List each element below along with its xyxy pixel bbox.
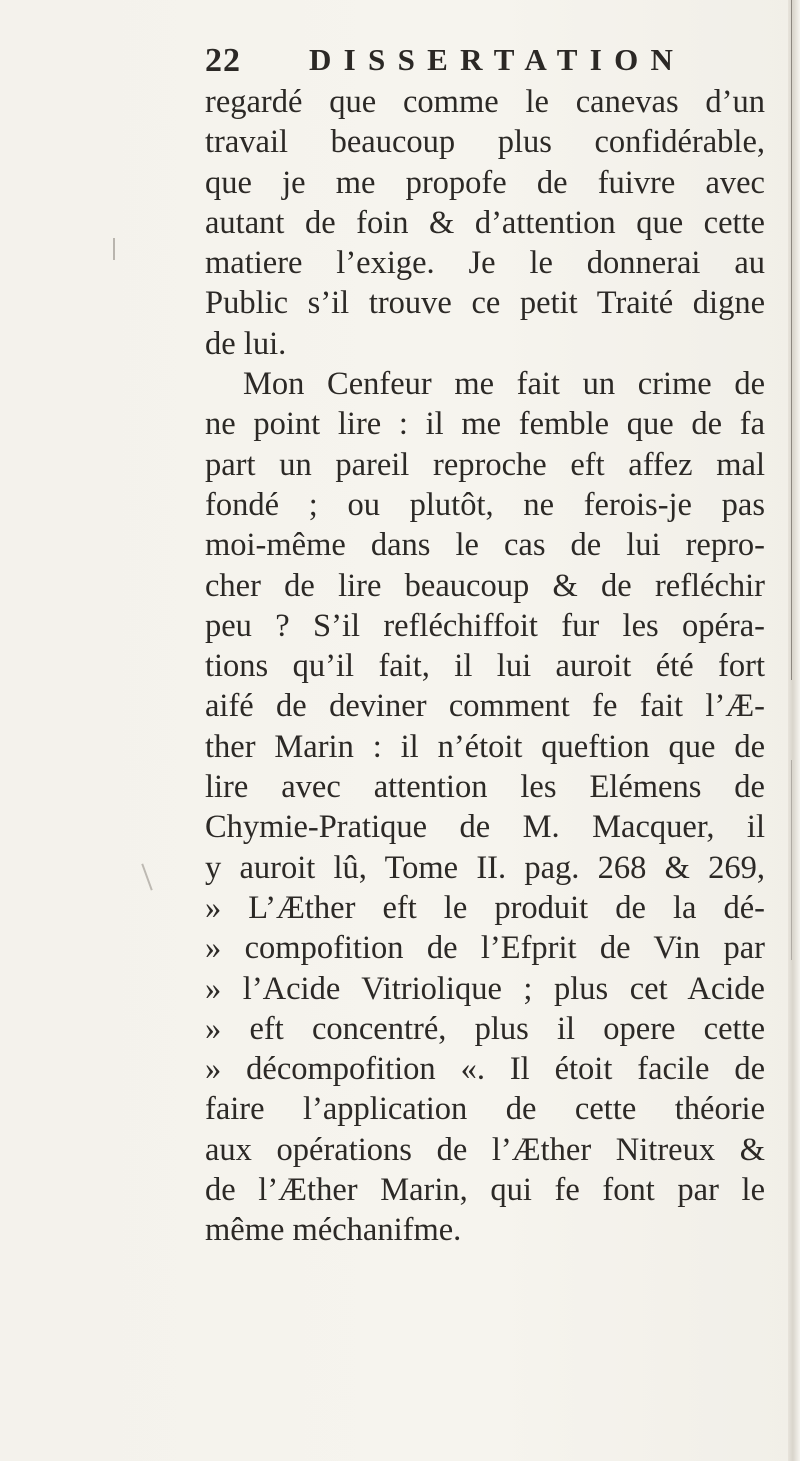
paper-blemish bbox=[113, 238, 115, 260]
quoted-line: » compofition de l’Efprit de Vin par bbox=[205, 930, 765, 967]
page-edge-line bbox=[791, 760, 792, 960]
quoted-line: » L’Æther eft le produit de la dé- bbox=[205, 889, 765, 926]
page-header bbox=[205, 40, 765, 84]
text-line: aux opérations de l’Æther Nitreux & bbox=[205, 1131, 765, 1168]
text-line: autant de foin & d’attention que cette bbox=[205, 204, 765, 241]
text-line: Mon Cenfeur me fait un crime de bbox=[243, 366, 765, 403]
text-line: part un pareil reproche eft affez mal bbox=[205, 446, 765, 483]
text-line: même méchanifme. bbox=[205, 1212, 462, 1249]
body-text bbox=[205, 82, 765, 1251]
text-line: regardé que comme le canevas d’un bbox=[205, 84, 765, 120]
text-line: fondé ; ou plutôt, ne ferois-je pas bbox=[205, 486, 765, 523]
text-line: lire avec attention les Elémens de bbox=[205, 769, 765, 806]
text-line: peu ? S’il refléchiffoit fur les opéra- bbox=[205, 607, 765, 644]
quoted-line: » l’Acide Vitriolique ; plus cet Acide bbox=[205, 970, 765, 1007]
page-edge bbox=[788, 0, 800, 1461]
text-line: ther Marin : il n’étoit queftion que de bbox=[205, 728, 765, 765]
text-line: aifé de deviner comment fe fait l’Æ- bbox=[205, 688, 765, 725]
quoted-line: » eft concentré, plus il opere cette bbox=[205, 1010, 765, 1047]
text-line: ne point lire : il me femble que de fa bbox=[205, 406, 765, 443]
text-line: tions qu’il fait, il lui auroit été fort bbox=[205, 648, 765, 685]
text-line: Chymie-Pratique de M. Macquer, il bbox=[205, 809, 765, 846]
text-line: moi-même dans le cas de lui repro- bbox=[205, 527, 765, 564]
text-line: Public s’il trouve ce petit Traité digne bbox=[205, 285, 765, 322]
text-line: faire l’application de cette théorie bbox=[205, 1091, 765, 1128]
text-line: que je me propofe de fuivre avec bbox=[205, 164, 765, 201]
page-number: 22 bbox=[205, 42, 241, 79]
paper-blemish bbox=[141, 864, 152, 891]
text-line: de l’Æther Marin, qui fe font par le bbox=[205, 1172, 765, 1209]
page-edge-line bbox=[791, 0, 792, 680]
running-head: DISSERTATION bbox=[309, 42, 686, 77]
text-line: y auroit lû, Tome II. pag. 268 & 269, bbox=[205, 849, 765, 886]
quoted-line: » décompofition «. Il étoit facile de bbox=[205, 1051, 765, 1088]
text-line: travail beaucoup plus confidérable, bbox=[205, 124, 765, 161]
text-line: cher de lire beaucoup & de refléchir bbox=[205, 567, 765, 604]
text-line: matiere l’exige. Je le donnerai au bbox=[205, 245, 765, 282]
text-line: de lui. bbox=[205, 325, 287, 362]
